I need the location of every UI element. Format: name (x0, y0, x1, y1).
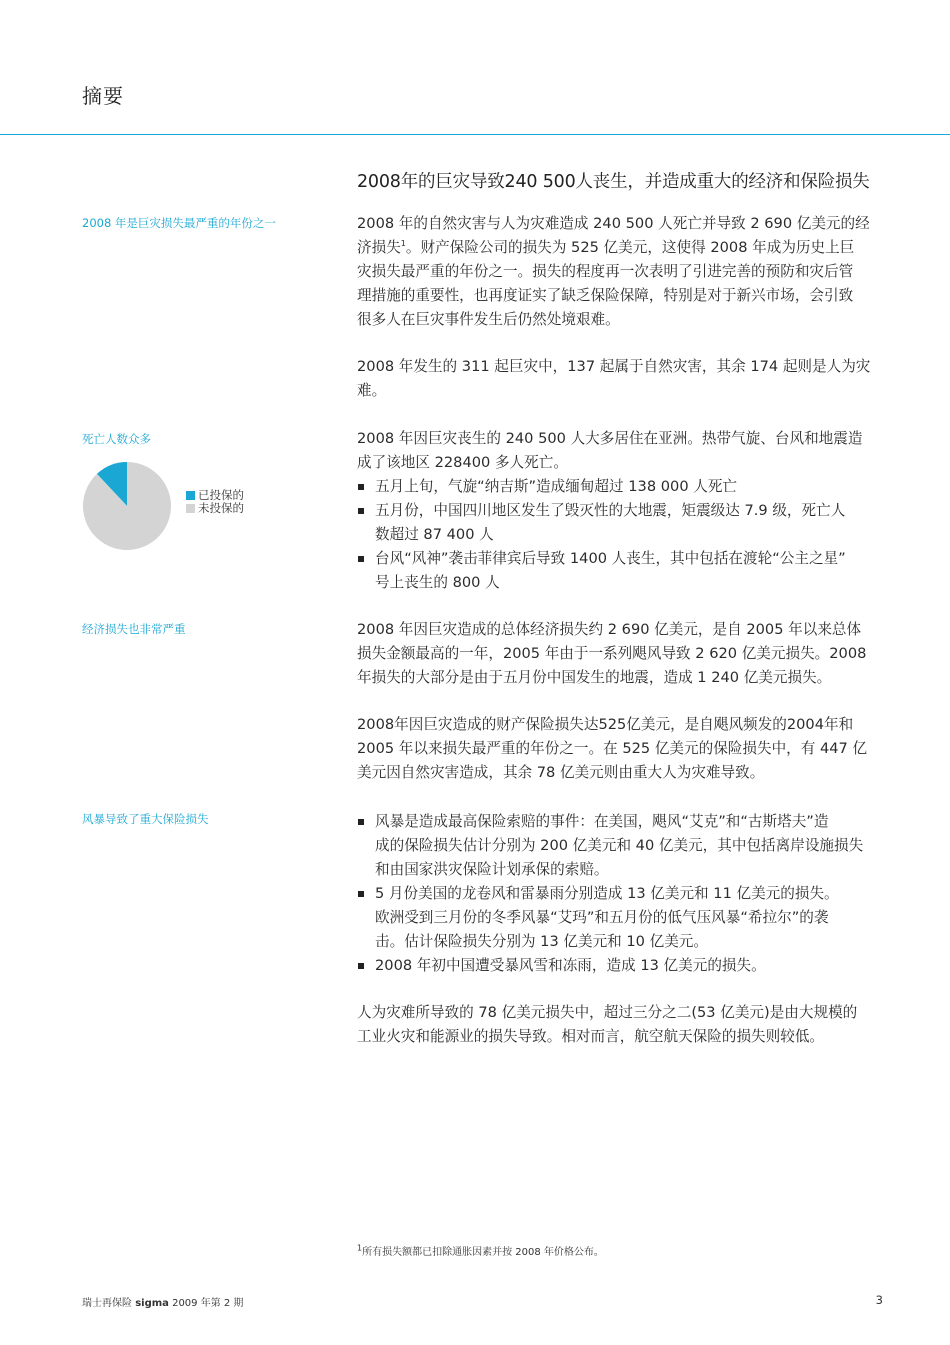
legend-swatch-insured (186, 491, 195, 500)
paragraph-man-made-loss (357, 1001, 887, 1049)
list-item: 2008 年初中国遭受暴风雪和冻雨，造成 13 亿美元的损失。 (357, 954, 887, 978)
pie-chart-insured-deaths (82, 461, 172, 551)
text-line: 2005 年以来损失最严重的年份之一。在 525 亿美元的保险损失中，有 447 亿 (357, 740, 868, 757)
paragraph-deaths (357, 427, 887, 595)
text-line: 成了该地区 228400 多人死亡。 (357, 454, 568, 471)
list-item: 五月上旬，气旋“纳吉斯”造成缅甸超过 138 000 人死亡 (357, 475, 887, 499)
page-title: 摘要 (82, 84, 124, 108)
main-heading: 2008年的巨灾导致240 500人丧生，并造成重大的经济和保险损失 (357, 172, 870, 192)
sidebar-heading-storms: 风暴导致了重大保险损失 (82, 812, 209, 826)
list-item: 台风“风神”袭击菲律宾后导致 1400 人丧生，其中包括在渡轮“公主之星” 号上丧生的 800 人 (357, 547, 887, 595)
page-number: 3 (875, 1293, 883, 1307)
text-line: 很多人在巨灾事件发生后仍然处境艰难。 (357, 311, 620, 328)
brand-sigma: sigma (135, 1298, 169, 1309)
text-line: 难。 (357, 382, 387, 399)
list-item: 5 月份美国的龙卷风和雷暴雨分别造成 13 亿美元和 11 亿美元的损失。 欧洲受到三月份的冬季风暴“艾玛”和五月份的低气压风暴“希拉尔”的袭 击。估计保险损失分别为 13 亿美元和 10 亿美元。 (357, 882, 887, 954)
sidebar-heading-worst-year: 2008 年是巨灾损失最严重的年份之一 (82, 216, 276, 230)
legend-item-uninsured: 未投保的 (186, 502, 244, 515)
sidebar-heading-deaths: 死亡人数众多 (82, 432, 151, 446)
text-line: 2008 年因巨灾丧生的 240 500 人大多居住在亚洲。热带气旋、台风和地震造 (357, 430, 863, 447)
list-item: 五月份，中国四川地区发生了毁灭性的大地震，矩震级达 7.9 级，死亡人 数超过 87 400 人 (357, 499, 887, 547)
text-line: 灾损失最严重的年份之一。损失的程度再一次表明了引进完善的预防和灾后管 (357, 263, 854, 280)
list-item: 风暴是造成最高保险索赔的事件：在美国，飓风“艾克”和“古斯塔夫”造 成的保险损失估计分别为 200 亿美元和 40 亿美元，其中包括离岸设施损失 和由国家洪灾保险计划承保的索赔。 (357, 810, 887, 882)
footnote: $^1$所有损失额都已扣除通胀因素并按 2008 年价格公布。 (357, 1243, 604, 1258)
text-line: 人为灾难所导致的 78 亿美元损失中，超过三分之二(53 亿美元)是由大规模的 (357, 1004, 858, 1021)
text-line: 济损失$^1$。财产保险公司的损失为 525 亿美元，这使得 2008 年成为历史上巨 (357, 239, 855, 256)
footer-publication: 瑞士再保险 sigma 2009 年第 2 期 (82, 1298, 244, 1309)
text-line: 2008 年因巨灾造成的总体经济损失约 2 690 亿美元，是自 2005 年以来总体 (357, 621, 862, 638)
pie-slice-uninsured (83, 462, 171, 550)
text-line: 理措施的重要性，也再度证实了缺乏保险保障，特别是对于新兴市场，会引致 (357, 287, 854, 304)
legend-swatch-uninsured (186, 504, 195, 513)
text-line: 年损失的大部分是由于五月份中国发生的地震，造成 1 240 亿美元损失。 (357, 669, 832, 686)
text-line: 美元因自然灾害造成，其余 78 亿美元则由重大人为灾难导致。 (357, 764, 765, 781)
pie-legend (186, 489, 244, 515)
bullet-list-storms (357, 810, 887, 978)
header-divider (0, 134, 950, 135)
text-line: 损失金额最高的一年，2005 年由于一系列飓风导致 2 620 亿美元损失。2008 (357, 645, 867, 662)
text-line: 2008 年发生的 311 起巨灾中，137 起属于自然灾害，其余 174 起则是人为灾 (357, 358, 871, 375)
bullet-list-deaths (357, 475, 887, 595)
sidebar-heading-economic-loss: 经济损失也非常严重 (82, 622, 186, 636)
paragraph-overview (357, 212, 887, 332)
text-line: 工业火灾和能源业的损失导致。相对而言，航空航天保险的损失则较低。 (357, 1028, 825, 1045)
text-line: 2008 年的自然灾害与人为灾难造成 240 500 人死亡并导致 2 690 亿美元的经 (357, 215, 870, 232)
legend-item-insured: 已投保的 (186, 489, 244, 502)
paragraph-economic-loss (357, 618, 887, 690)
paragraph-event-count (357, 355, 887, 403)
footnote-ref: 1 (400, 239, 406, 249)
paragraph-insured-loss (357, 713, 887, 785)
text-line: 2008年因巨灾造成的财产保险损失达525亿美元，是自飓风频发的2004年和 (357, 716, 854, 733)
